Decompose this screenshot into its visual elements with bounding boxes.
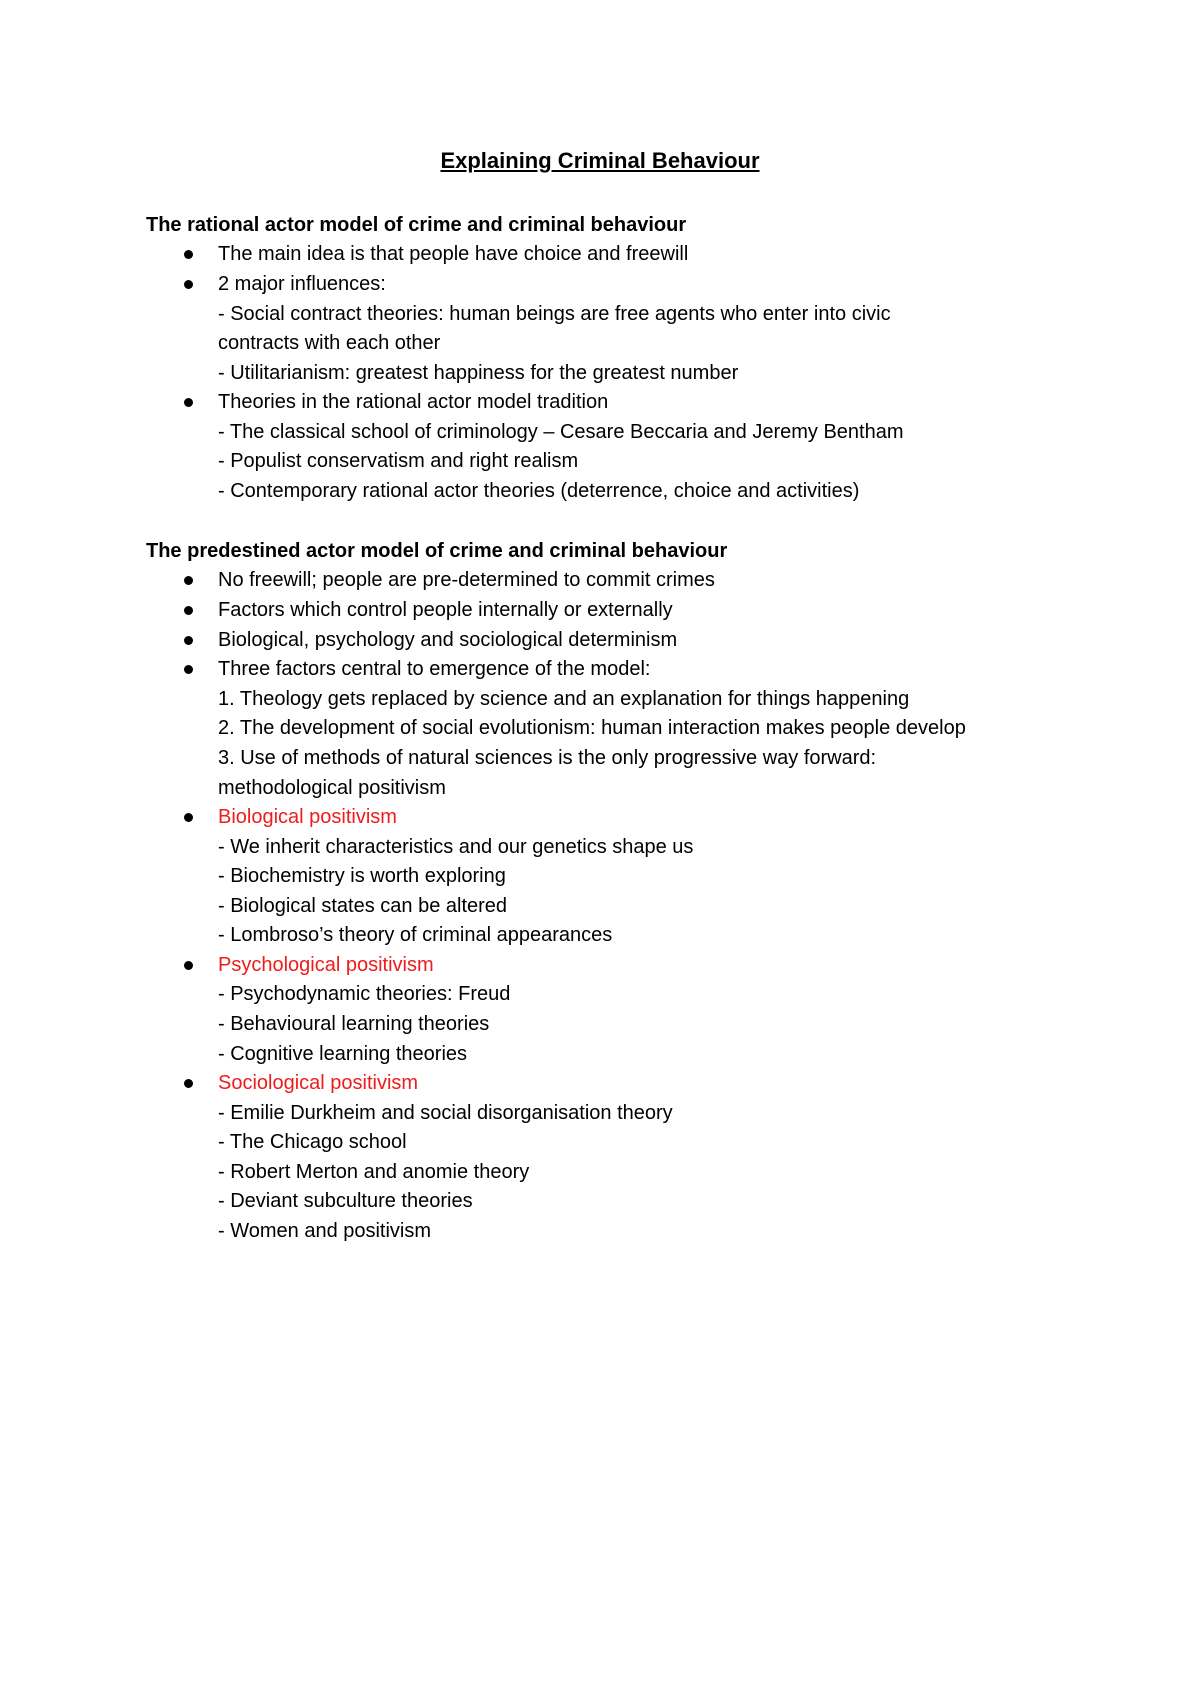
section-heading-rational: The rational actor model of crime and criminal behaviour: [146, 214, 687, 236]
list-item: Three factors central to emergence of the model:: [218, 658, 651, 680]
sub-item: - Lombroso’s theory of criminal appearances: [218, 924, 613, 946]
sub-item: - Populist conservatism and right realism: [218, 450, 579, 472]
document-title: Explaining Criminal Behaviour: [440, 148, 760, 173]
sub-item: - Psychodynamic theories: Freud: [218, 983, 511, 1005]
sub-item: - Biochemistry is worth exploring: [218, 865, 506, 887]
sub-item: - Biological states can be altered: [218, 895, 508, 917]
sub-item: 1. Theology gets replaced by science and an explanation for things happening: [218, 688, 910, 710]
sub-item: 3. Use of methods of natural sciences is the only progressive way forward:: [218, 747, 877, 769]
list-item: Biological, psychology and sociological determinism: [218, 629, 678, 651]
sub-item: - Women and positivism: [218, 1220, 432, 1242]
sub-item: - Behavioural learning theories: [218, 1013, 490, 1035]
bullet-icon: [184, 636, 193, 645]
bullet-icon: [184, 398, 193, 407]
sub-item: - Cognitive learning theories: [218, 1043, 468, 1065]
list-item: 2 major influences:: [218, 273, 386, 295]
list-item: Theories in the rational actor model tradition: [218, 391, 609, 413]
list-item: Factors which control people internally or externally: [218, 599, 673, 621]
bullet-icon: [184, 665, 193, 674]
sub-item: - Deviant subculture theories: [218, 1190, 473, 1212]
sub-item: - Emilie Durkheim and social disorganisation theory: [218, 1102, 673, 1124]
bullet-icon: [184, 1079, 193, 1088]
sub-item: - We inherit characteristics and our genetics shape us: [218, 836, 694, 858]
sub-item: - The Chicago school: [218, 1131, 407, 1153]
subheading-psychological-positivism: Psychological positivism: [218, 954, 434, 976]
sub-item: - The classical school of criminology – Cesare Beccaria and Jeremy Bentham: [218, 421, 904, 443]
bullet-icon: [184, 961, 193, 970]
subheading-sociological-positivism: Sociological positivism: [218, 1072, 419, 1094]
list-item: The main idea is that people have choice and freewill: [218, 243, 689, 265]
bullet-icon: [184, 250, 193, 259]
sub-item: - Utilitarianism: greatest happiness for the greatest number: [218, 362, 739, 384]
bullet-icon: [184, 280, 193, 289]
bullet-icon: [184, 813, 193, 822]
section-heading-predestined: The predestined actor model of crime and criminal behaviour: [146, 540, 728, 562]
subheading-biological-positivism: Biological positivism: [218, 806, 397, 828]
sub-item: - Contemporary rational actor theories (deterrence, choice and activities): [218, 480, 860, 502]
bullet-icon: [184, 606, 193, 615]
sub-item: - Robert Merton and anomie theory: [218, 1161, 530, 1183]
sub-item: methodological positivism: [218, 777, 446, 799]
bullet-icon: [184, 576, 193, 585]
sub-item: 2. The development of social evolutionism: human interaction makes people develop: [218, 717, 966, 739]
sub-item: contracts with each other: [218, 332, 441, 354]
list-item: No freewill; people are pre-determined to commit crimes: [218, 569, 715, 591]
sub-item: - Social contract theories: human beings are free agents who enter into civic: [218, 303, 891, 325]
